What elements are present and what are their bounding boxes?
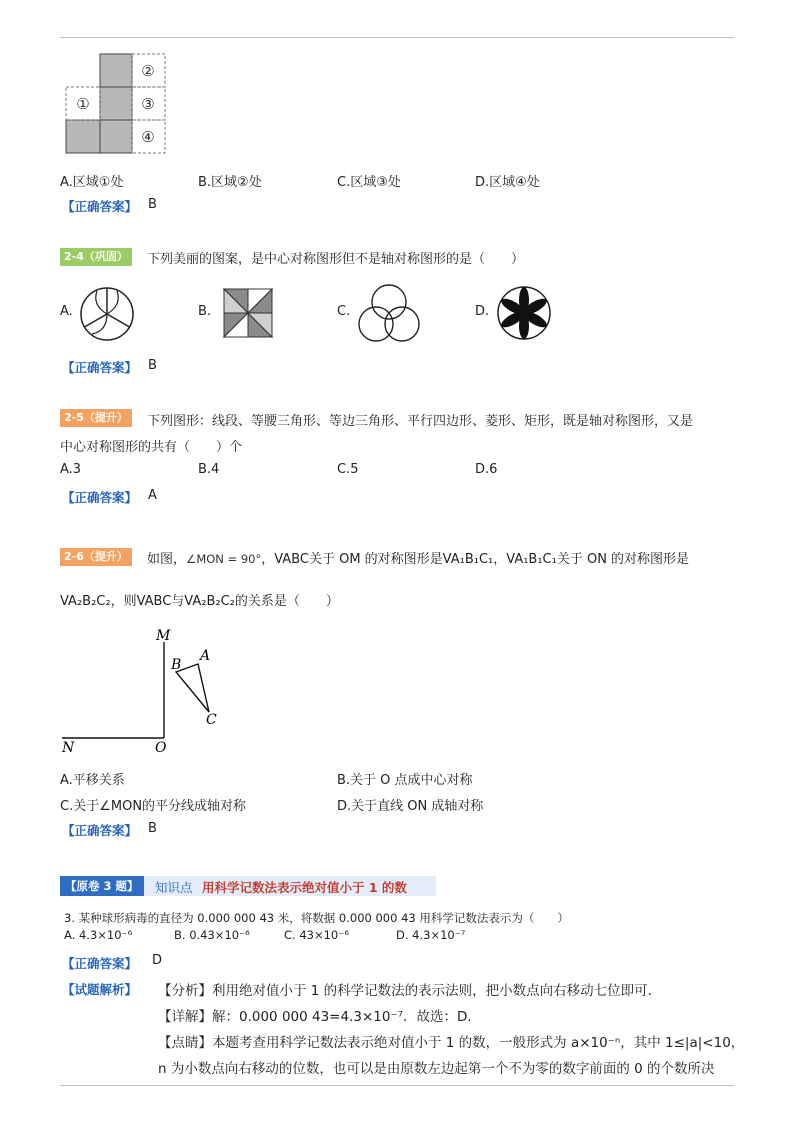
q23-option-c[interactable]: C.区域③处 bbox=[337, 175, 401, 190]
q26-label-a: A bbox=[200, 648, 211, 664]
q25-option-b[interactable]: B.4 bbox=[198, 462, 220, 477]
q24-option-d-letter[interactable]: D. bbox=[475, 304, 490, 319]
bottom-rule bbox=[60, 1085, 734, 1086]
q3-analysis-label: 【试题解析】 bbox=[62, 982, 138, 997]
q26-option-d[interactable]: D.关于直线 ON 成轴对称 bbox=[337, 799, 484, 814]
q26-question-line2: VA₂B₂C₂，则VABC与VA₂B₂C₂的关系是（ ） bbox=[60, 594, 339, 609]
q25-option-d[interactable]: D.6 bbox=[475, 462, 498, 477]
knowledge-label: 知识点 bbox=[155, 880, 193, 895]
q26-sub-b1: ₁B₁C₁，VA₁B₁C₁关于 ON 的对称图形是 bbox=[459, 552, 690, 567]
grid-cell-shaded bbox=[100, 87, 132, 120]
grid-label-4: ④ bbox=[141, 128, 155, 146]
grid-cell-shaded bbox=[100, 120, 132, 153]
q24-option-c-figure bbox=[356, 282, 422, 344]
grid-cell-shaded bbox=[66, 120, 100, 153]
q23-answer-label: 【正确答案】 bbox=[62, 199, 138, 214]
q24-answer-label: 【正确答案】 bbox=[62, 360, 138, 375]
q26-label-o: O bbox=[155, 740, 167, 756]
grid-label-1: ① bbox=[76, 95, 90, 113]
q26-label-m: M bbox=[156, 628, 171, 644]
q3-analysis-4: n 为小数点向右移动的位数，也可以是由原数左边起第一个不为零的数字前面的 0 的个数所决 bbox=[158, 1061, 715, 1077]
q25-answer: A bbox=[148, 488, 157, 503]
q26-label-c: C bbox=[206, 712, 217, 728]
q26-angle: ∠MON = 90° bbox=[186, 552, 262, 566]
q26-answer-label: 【正确答案】 bbox=[62, 823, 138, 838]
q25-question-line1: 下列图形：线段、等腰三角形、等边三角形、平行四边形、菱形、矩形，既是轴对称图形，又是 bbox=[147, 414, 694, 429]
knowledge-title: 用科学记数法表示绝对值小于 1 的数 bbox=[202, 880, 407, 895]
q26-option-b[interactable]: B.关于 O 点成中心对称 bbox=[337, 773, 473, 788]
q24-option-a-figure bbox=[78, 285, 136, 343]
q26-question-line1 bbox=[147, 548, 689, 567]
q24-option-d-figure bbox=[495, 284, 553, 342]
grid-label-3: ③ bbox=[141, 95, 155, 113]
q23-option-b[interactable]: B.区域②处 bbox=[198, 175, 262, 190]
q25-option-c[interactable]: C.5 bbox=[337, 462, 359, 477]
q3-option-d[interactable]: D. 4.3×10⁻⁷ bbox=[396, 928, 466, 942]
q3-question: 3. 某种球形病毒的直径为 0.000 000 43 米，将数据 0.000 000 43 用科学记数法表示为（ ） bbox=[64, 911, 569, 925]
grid-cell-shaded bbox=[100, 54, 132, 87]
q26-figure bbox=[58, 624, 228, 756]
q3-analysis-3: 【点睛】本题考查用科学记数法表示绝对值小于 1 的数，一般形式为 a×10⁻ⁿ，其中 1≤|a|<10， bbox=[158, 1035, 745, 1051]
q24-tag: 2-4（巩固） bbox=[60, 248, 132, 266]
q3-answer: D bbox=[152, 953, 163, 968]
q24-option-b-figure bbox=[220, 285, 276, 341]
q3-option-b[interactable]: B. 0.43×10⁻⁶ bbox=[174, 928, 250, 942]
top-rule bbox=[60, 37, 734, 38]
q26-label-n: N bbox=[62, 740, 75, 756]
q26-label-b: B bbox=[171, 657, 182, 673]
q26-option-c[interactable]: C.关于∠MON的平分线成轴对称 bbox=[60, 799, 247, 814]
q23-option-d[interactable]: D.区域④处 bbox=[475, 175, 540, 190]
q3-answer-label: 【正确答案】 bbox=[62, 956, 138, 971]
grid-label-2: ② bbox=[141, 62, 155, 80]
q26-question-prefix: 如图， bbox=[147, 552, 187, 567]
q26-tag: 2-6（提升） bbox=[60, 548, 132, 566]
q26-answer: B bbox=[148, 821, 157, 836]
q3-option-c[interactable]: C. 43×10⁻⁶ bbox=[284, 928, 349, 942]
q23-answer: B bbox=[148, 197, 157, 212]
q24-option-b-letter[interactable]: B. bbox=[198, 304, 212, 319]
q25-question-line2: 中心对称图形的共有（ ）个 bbox=[60, 440, 243, 455]
q24-option-c-letter[interactable]: C. bbox=[337, 304, 351, 319]
q24-question: 下列美丽的图案，是中心对称图形但不是轴对称图形的是（ ） bbox=[147, 252, 525, 267]
knowledge-tag: 【原卷 3 题】 bbox=[60, 876, 144, 896]
q26-question-mid: ，VABC关于 OM 的对称图形是VA bbox=[261, 552, 460, 567]
q25-answer-label: 【正确答案】 bbox=[62, 490, 138, 505]
q24-option-a-letter[interactable]: A. bbox=[60, 304, 73, 319]
q26-option-a[interactable]: A.平移关系 bbox=[60, 773, 125, 788]
q3-option-a[interactable]: A. 4.3×10⁻⁶ bbox=[64, 928, 133, 942]
grid-figure bbox=[60, 50, 172, 160]
q24-answer: B bbox=[148, 358, 157, 373]
q3-analysis-2: 【详解】解：0.000 000 43=4.3×10⁻⁷．故选：D． bbox=[158, 1009, 481, 1025]
q25-tag: 2-5（提升） bbox=[60, 409, 132, 427]
q3-analysis-1: 【分析】利用绝对值小于 1 的科学记数法的表示法则，把小数点向右移动七位即可． bbox=[158, 983, 662, 999]
q25-option-a[interactable]: A.3 bbox=[60, 462, 82, 477]
q23-option-a[interactable]: A.区域①处 bbox=[60, 175, 124, 190]
